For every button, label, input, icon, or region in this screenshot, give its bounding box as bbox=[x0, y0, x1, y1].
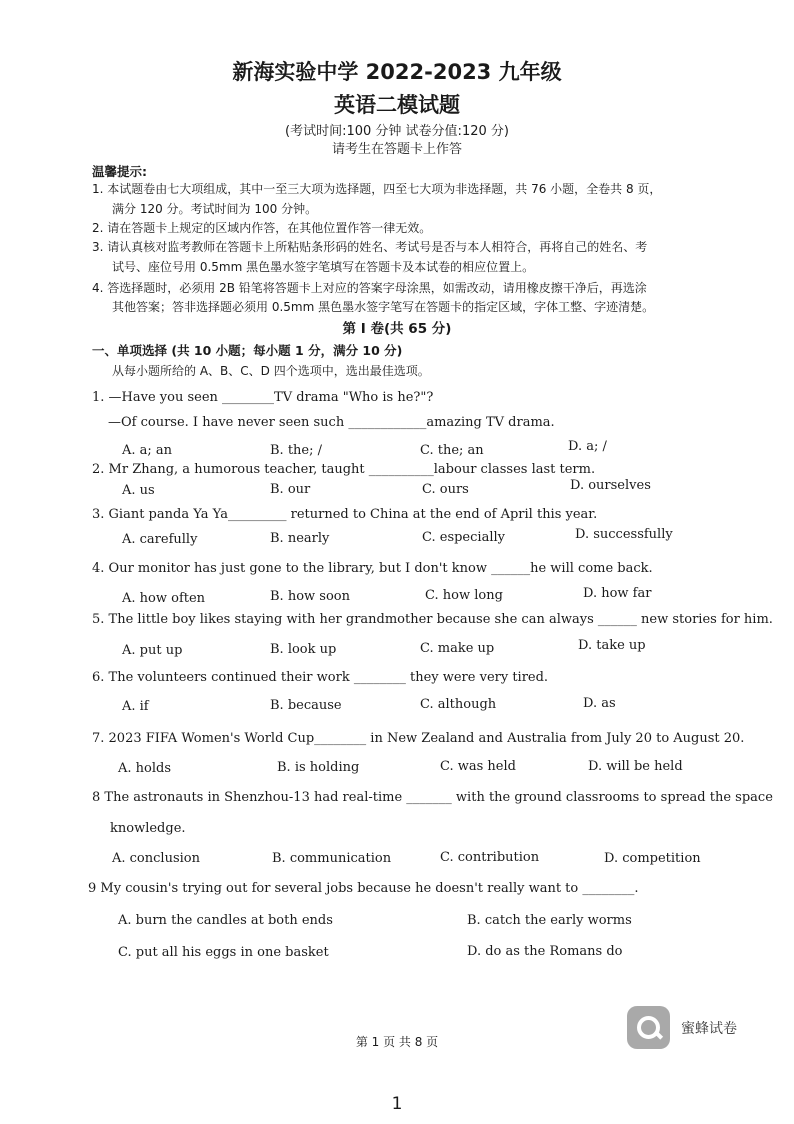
page-number: 1 bbox=[391, 1094, 403, 1114]
question-5-option-b[interactable]: B. look up bbox=[270, 642, 337, 657]
question-5: 5. The little boy likes staying with her grandmother because she can always ______ new stories for him. bbox=[92, 612, 773, 627]
question-3-option-c[interactable]: C. especially bbox=[422, 530, 505, 545]
question-8-option-a[interactable]: A. conclusion bbox=[112, 851, 200, 866]
question-8-option-b[interactable]: B. communication bbox=[272, 851, 392, 866]
question-6-option-c[interactable]: C. although bbox=[420, 697, 497, 712]
exam-title-line1: 新海实验中学 2022-2023 九年级 bbox=[232, 60, 562, 84]
question-6-option-d[interactable]: D. as bbox=[583, 696, 616, 711]
question-3-option-a[interactable]: A. carefully bbox=[122, 532, 198, 547]
question-2-option-d[interactable]: D. ourselves bbox=[570, 478, 651, 493]
notice-line: 1. 本试题卷由七大项组成，其中一至三大项为选择题，四至七大项为非选择题，共 76 小题，全卷共 8 页， bbox=[92, 182, 662, 196]
question-2-option-a[interactable]: A. us bbox=[122, 483, 155, 498]
question-8-line-2: knowledge. bbox=[110, 821, 186, 836]
question-7: 7. 2023 FIFA Women's World Cup________ in New Zealand and Australia from July 20 to August 20. bbox=[92, 731, 745, 746]
question-4-option-c[interactable]: C. how long bbox=[425, 588, 503, 603]
exam-title-line2: 英语二模试题 bbox=[334, 93, 460, 117]
question-3-option-d[interactable]: D. successfully bbox=[575, 527, 673, 542]
question-2: 2. Mr Zhang, a humorous teacher, taught __________labour classes last term. bbox=[92, 462, 596, 477]
question-5-option-d[interactable]: D. take up bbox=[578, 638, 646, 653]
notice-line: 3. 请认真核对监考教师在答题卡上所粘贴条形码的姓名、考试号是否与本人相符合，再将自己的姓名、考 bbox=[92, 240, 648, 254]
section-instruction: 从每小题所给的 A、B、C、D 四个选项中，选出最佳选项。 bbox=[112, 364, 430, 378]
question-7-option-d[interactable]: D. will be held bbox=[588, 759, 683, 774]
question-2-option-b[interactable]: B. our bbox=[270, 482, 311, 497]
question-1-option-a[interactable]: A. a; an bbox=[122, 443, 173, 458]
question-7-option-a[interactable]: A. holds bbox=[118, 761, 172, 776]
question-1-line-2: —Of course. I have never seen such ____________amazing TV drama. bbox=[108, 415, 555, 430]
notice-line: 4. 答选择题时，必须用 2B 铅笔将答题卡上对应的答案字母涂黑，如需改动，请用橡皮擦干净后，再选涂 bbox=[92, 281, 647, 295]
question-7-option-c[interactable]: C. was held bbox=[440, 759, 516, 774]
question-8-option-d[interactable]: D. competition bbox=[604, 851, 701, 866]
question-8-line-1: 8 The astronauts in Shenzhou-13 had real-time _______ with the ground classrooms to spread the space bbox=[92, 790, 773, 805]
question-9-option-a[interactable]: A. burn the candles at both ends bbox=[118, 913, 333, 928]
question-6-option-b[interactable]: B. because bbox=[270, 698, 342, 713]
question-4-option-b[interactable]: B. how soon bbox=[270, 589, 350, 604]
question-4-option-d[interactable]: D. how far bbox=[583, 586, 652, 601]
answer-note: 请考生在答题卡上作答 bbox=[331, 142, 462, 157]
page-indicator: 第 1 页 共 8 页 bbox=[355, 1035, 439, 1049]
notice-heading: 温馨提示: bbox=[92, 164, 147, 179]
watermark-text: 蜜蜂试卷 bbox=[681, 1021, 737, 1037]
notice-line: 2. 请在答题卡上规定的区域内作答，在其他位置作答一律无效。 bbox=[92, 221, 432, 235]
question-1-option-d[interactable]: D. a; / bbox=[568, 439, 607, 454]
question-8-option-c[interactable]: C. contribution bbox=[440, 850, 540, 865]
question-2-option-c[interactable]: C. ours bbox=[422, 482, 469, 497]
question-4: 4. Our monitor has just gone to the library, but I don't know ______he will come back. bbox=[92, 561, 653, 576]
question-5-option-c[interactable]: C. make up bbox=[420, 641, 495, 656]
question-1-option-c[interactable]: C. the; an bbox=[420, 443, 484, 458]
question-9-option-b[interactable]: B. catch the early worms bbox=[467, 913, 632, 928]
notice-line: 满分 120 分。考试时间为 100 分钟。 bbox=[112, 202, 318, 216]
question-4-option-a[interactable]: A. how often bbox=[122, 591, 206, 606]
question-3: 3. Giant panda Ya Ya_________ returned to China at the end of April this year. bbox=[92, 507, 598, 522]
question-6: 6. The volunteers continued their work ________ they were very tired. bbox=[92, 670, 549, 685]
notice-line: 试号、座位号用 0.5mm 黑色墨水签字笔填写在答题卡及本试卷的相应位置上。 bbox=[112, 260, 535, 274]
question-1-option-b[interactable]: B. the; / bbox=[270, 443, 322, 458]
question-9: 9 My cousin's trying out for several jobs because he doesn't really want to ________. bbox=[88, 881, 639, 896]
question-9-option-c[interactable]: C. put all his eggs in one basket bbox=[118, 945, 329, 960]
question-1-line-1: 1. —Have you seen ________TV drama "Who is he?"? bbox=[92, 390, 434, 405]
section-heading: 一、单项选择 (共 10 小题；每小题 1 分，满分 10 分) bbox=[92, 343, 403, 358]
question-5-option-a[interactable]: A. put up bbox=[122, 643, 183, 658]
exam-info: (考试时间:100 分钟 试卷分值:120 分) bbox=[285, 124, 509, 139]
volume-heading: 第 I 卷(共 65 分) bbox=[342, 321, 452, 337]
question-3-option-b[interactable]: B. nearly bbox=[270, 531, 330, 546]
notice-line: 其他答案；答非选择题必须用 0.5mm 黑色墨水签字笔写在答题卡的指定区域，字体工整、字迹清楚。 bbox=[112, 300, 655, 314]
question-9-option-d[interactable]: D. do as the Romans do bbox=[467, 944, 623, 959]
question-7-option-b[interactable]: B. is holding bbox=[277, 760, 360, 775]
question-6-option-a[interactable]: A. if bbox=[122, 699, 149, 714]
